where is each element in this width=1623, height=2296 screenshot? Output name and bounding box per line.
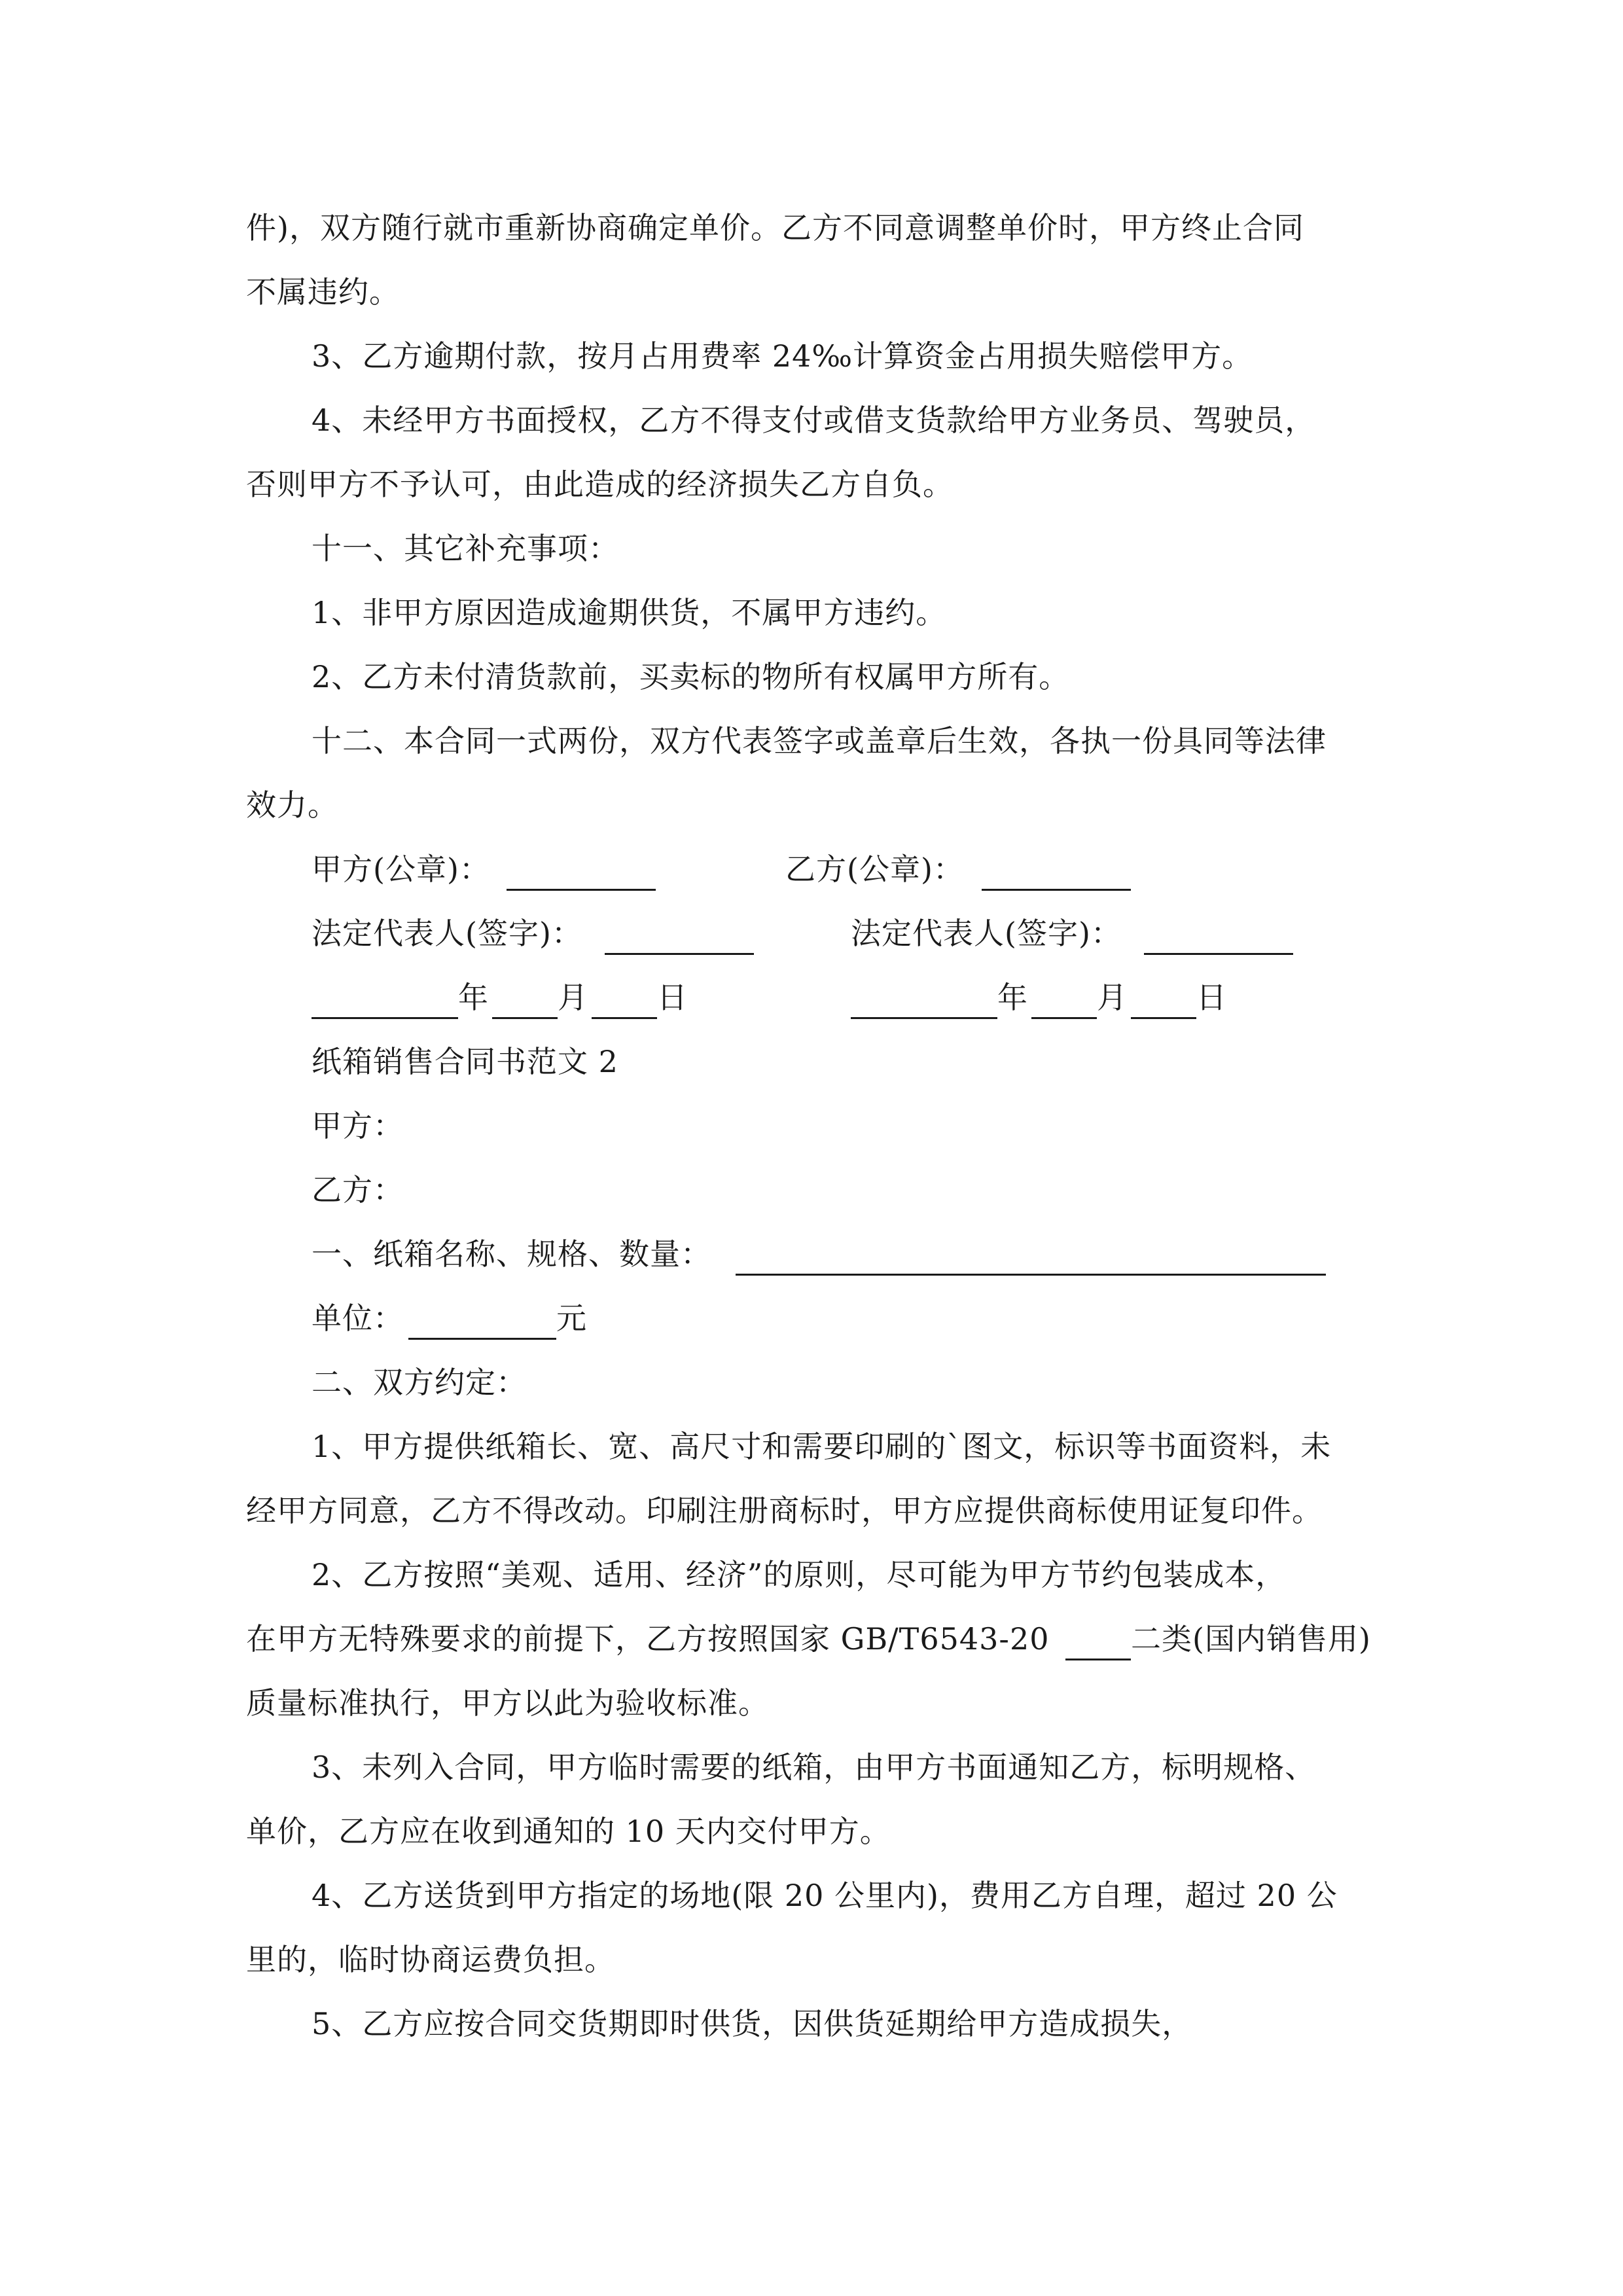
- paragraph-line: 在甲方无特殊要求的前提下，乙方按照国家 GB/T6543-20: [246, 1621, 1050, 1657]
- year-b-blank: [851, 983, 997, 1019]
- rep-b-label: 法定代表人(签字)：: [851, 916, 1122, 951]
- paragraph-line: 单价，乙方应在收到通知的 10 天内交付甲方。: [246, 1814, 891, 1849]
- document-title: 纸箱销售合同书范文 2: [312, 1044, 618, 1079]
- paragraph-line: 1、甲方提供纸箱长、宽、高尺寸和需要印刷的`图文，标识等书面资料，未: [312, 1429, 1332, 1464]
- item1-blank: [736, 1240, 1326, 1276]
- party-b-seal-blank: [982, 855, 1131, 891]
- day-b-blank: [1131, 983, 1196, 1019]
- paragraph-line: 经甲方同意，乙方不得改动。印刷注册商标时，甲方应提供商标使用证复印件。: [246, 1493, 1323, 1528]
- party-b-seal-label: 乙方(公章)：: [785, 852, 964, 887]
- paragraph-line: 件)，双方随行就市重新协商确定单价。乙方不同意调整单价时，甲方终止合同: [246, 210, 1304, 245]
- unit-row: [312, 1295, 966, 1342]
- paragraph-line: 2、乙方按照“美观、适用、经济”的原则，尽可能为甲方节约包装成本，: [312, 1557, 1287, 1592]
- item-row: [312, 1230, 1489, 1278]
- paragraph-line: 4、乙方送货到甲方指定的场地(限 20 公里内)，费用乙方自理，超过 20 公: [312, 1878, 1338, 1913]
- paragraph-line: 效力。: [246, 787, 338, 823]
- rep-a-label: 法定代表人(签字)：: [312, 916, 582, 951]
- party-a-seal-label: 甲方(公章)：: [312, 852, 490, 887]
- standard-row: [246, 1615, 1424, 1662]
- unit-suffix: 元: [556, 1300, 587, 1336]
- rep-b-blank: [1144, 919, 1293, 955]
- unit-label: 单位：: [312, 1300, 404, 1336]
- paragraph-line: 3、乙方逾期付款，按月占用费率 24‰计算资金占用损失赔偿甲方。: [312, 338, 1253, 374]
- day-a-label: 日: [657, 980, 688, 1015]
- year-a-label: 年: [458, 980, 489, 1015]
- paragraph-line: 质量标准执行，甲方以此为验收标准。: [246, 1685, 769, 1721]
- day-b-label: 日: [1196, 980, 1227, 1015]
- paragraph-line: 二类(国内销售用): [1131, 1621, 1371, 1657]
- year-suffix-blank: [1065, 1624, 1131, 1660]
- party-a-seal-blank: [507, 855, 656, 891]
- section-heading: 二、双方约定：: [312, 1365, 527, 1400]
- paragraph-line: 不属违约。: [246, 274, 400, 310]
- day-a-blank: [592, 983, 657, 1019]
- paragraph-line: 3、未列入合同，甲方临时需要的纸箱，由甲方书面通知乙方，标明规格、: [312, 1749, 1316, 1785]
- month-a-blank: [492, 983, 558, 1019]
- paragraph-line: 5、乙方应按合同交货期即时供货，因供货延期给甲方造成损失，: [312, 2006, 1193, 2041]
- representative-row: [312, 910, 1489, 957]
- section-heading: 十一、其它补充事项：: [312, 531, 619, 566]
- month-b-blank: [1031, 983, 1097, 1019]
- month-a-label: 月: [558, 980, 588, 1015]
- year-a-blank: [312, 983, 458, 1019]
- party-b-label: 乙方：: [312, 1172, 404, 1208]
- party-a-label: 甲方：: [312, 1108, 404, 1143]
- month-b-label: 月: [1097, 980, 1128, 1015]
- paragraph-line: 否则甲方不予认可，由此造成的经济损失乙方自负。: [246, 467, 954, 502]
- paragraph-line: 1、非甲方原因造成逾期供货，不属甲方违约。: [312, 595, 947, 630]
- year-b-label: 年: [997, 980, 1028, 1015]
- paragraph-line: 4、未经甲方书面授权，乙方不得支付或借支货款给甲方业务员、驾驶员，: [312, 403, 1316, 438]
- seal-row: [312, 846, 1489, 893]
- unit-blank: [408, 1304, 556, 1340]
- rep-a-blank: [605, 919, 754, 955]
- paragraph-line: 里的，临时协商运费负担。: [246, 1942, 615, 1977]
- paragraph-line: 十二、本合同一式两份，双方代表签字或盖章后生效，各执一份具同等法律: [312, 723, 1327, 759]
- date-row: [312, 974, 1489, 1021]
- paragraph-line: 2、乙方未付清货款前，买卖标的物所有权属甲方所有。: [312, 659, 1070, 694]
- item1-label: 一、纸箱名称、规格、数量：: [312, 1236, 711, 1272]
